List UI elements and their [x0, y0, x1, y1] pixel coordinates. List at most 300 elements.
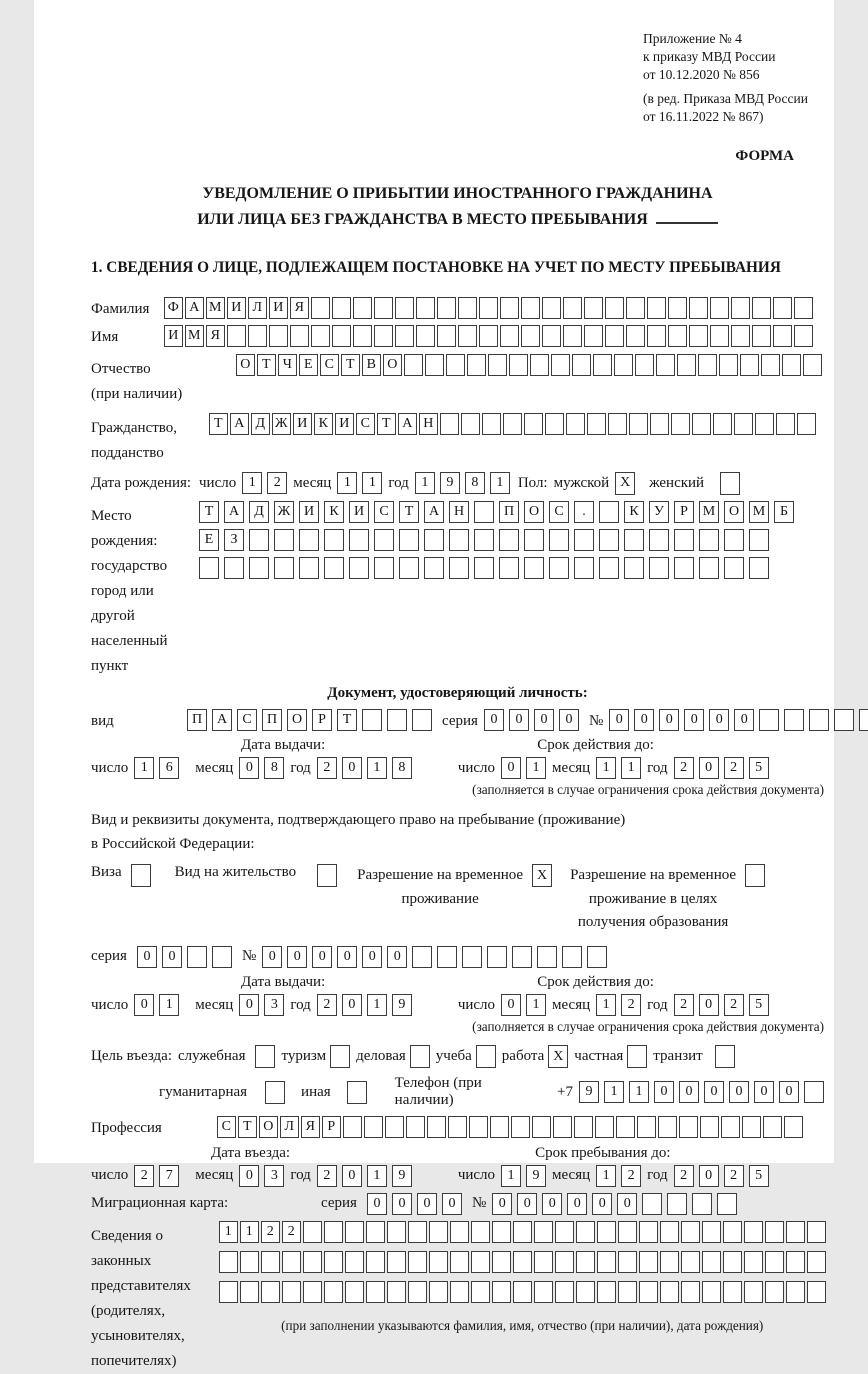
char-cell[interactable]: [773, 297, 792, 319]
char-cell[interactable]: К: [324, 501, 344, 523]
char-cell[interactable]: К: [624, 501, 644, 523]
char-cell[interactable]: [597, 1221, 616, 1243]
char-cell[interactable]: [713, 413, 732, 435]
char-cell[interactable]: [635, 354, 654, 376]
char-cell[interactable]: 1: [526, 994, 546, 1016]
char-cell[interactable]: 0: [239, 757, 259, 779]
char-cell[interactable]: [345, 1251, 364, 1273]
char-cell[interactable]: 9: [392, 994, 412, 1016]
char-cell[interactable]: Л: [248, 297, 267, 319]
char-cell[interactable]: [627, 1045, 647, 1068]
char-cell[interactable]: [723, 1251, 742, 1273]
char-cell[interactable]: 2: [621, 1165, 641, 1187]
char-cell[interactable]: 7: [159, 1165, 179, 1187]
char-cell[interactable]: [462, 946, 482, 968]
char-cell[interactable]: П: [262, 709, 282, 731]
char-cell[interactable]: 8: [465, 472, 485, 494]
char-cell[interactable]: [524, 413, 543, 435]
char-cell[interactable]: [324, 1281, 343, 1303]
char-cell[interactable]: И: [227, 297, 246, 319]
char-cell[interactable]: [311, 325, 330, 347]
char-cell[interactable]: Т: [377, 413, 396, 435]
char-cell[interactable]: 0: [134, 994, 154, 1016]
char-cell[interactable]: 0: [342, 757, 362, 779]
char-cell[interactable]: [330, 1045, 350, 1068]
char-cell[interactable]: [488, 354, 507, 376]
char-cell[interactable]: [479, 325, 498, 347]
char-cell[interactable]: И: [293, 413, 312, 435]
char-cell[interactable]: 9: [526, 1165, 546, 1187]
char-cell[interactable]: [255, 1045, 275, 1068]
char-cell[interactable]: 3: [264, 1165, 284, 1187]
char-cell[interactable]: 6: [159, 757, 179, 779]
char-cell[interactable]: [399, 557, 419, 579]
char-cell[interactable]: [650, 413, 669, 435]
char-cell[interactable]: [563, 297, 582, 319]
char-cell[interactable]: [642, 1193, 662, 1215]
char-cell[interactable]: 0: [679, 1081, 699, 1103]
char-cell[interactable]: [374, 557, 394, 579]
char-cell[interactable]: [343, 1116, 362, 1138]
char-cell[interactable]: [549, 557, 569, 579]
char-cell[interactable]: 1: [159, 994, 179, 1016]
char-cell[interactable]: [450, 1221, 469, 1243]
char-cell[interactable]: 0: [337, 946, 357, 968]
char-cell[interactable]: Ф: [164, 297, 183, 319]
char-cell[interactable]: 0: [699, 757, 719, 779]
char-cell[interactable]: [427, 1116, 446, 1138]
char-cell[interactable]: 9: [392, 1165, 412, 1187]
char-cell[interactable]: 1: [490, 472, 510, 494]
char-cell[interactable]: [542, 297, 561, 319]
char-cell[interactable]: [395, 325, 414, 347]
char-cell[interactable]: [416, 297, 435, 319]
char-cell[interactable]: 2: [261, 1221, 280, 1243]
char-cell[interactable]: [668, 325, 687, 347]
char-cell[interactable]: Т: [257, 354, 276, 376]
char-cell[interactable]: [524, 557, 544, 579]
char-cell[interactable]: [490, 1116, 509, 1138]
char-cell[interactable]: [345, 1221, 364, 1243]
char-cell[interactable]: [807, 1251, 826, 1273]
char-cell[interactable]: 1: [367, 757, 387, 779]
char-cell[interactable]: [759, 709, 779, 731]
char-cell[interactable]: [282, 1251, 301, 1273]
checkbox-purpose-tourism[interactable]: [330, 1045, 350, 1068]
char-cell[interactable]: [408, 1281, 427, 1303]
char-cell[interactable]: [492, 1221, 511, 1243]
checkbox-temp-residence[interactable]: [532, 864, 552, 887]
char-cell[interactable]: 0: [659, 709, 679, 731]
char-cell[interactable]: [797, 413, 816, 435]
char-cell[interactable]: [532, 1116, 551, 1138]
char-cell[interactable]: [429, 1221, 448, 1243]
char-cell[interactable]: 5: [749, 994, 769, 1016]
char-cell[interactable]: Я: [301, 1116, 320, 1138]
char-cell[interactable]: [782, 354, 801, 376]
char-cell[interactable]: [448, 1116, 467, 1138]
char-cell[interactable]: [698, 354, 717, 376]
char-cell[interactable]: [574, 1116, 593, 1138]
char-cell[interactable]: [404, 354, 423, 376]
char-cell[interactable]: [353, 325, 372, 347]
char-cell[interactable]: Б: [774, 501, 794, 523]
char-cell[interactable]: 2: [674, 757, 694, 779]
char-cell[interactable]: [461, 413, 480, 435]
char-cell[interactable]: [269, 325, 288, 347]
char-cell[interactable]: И: [349, 501, 369, 523]
char-cell[interactable]: [574, 529, 594, 551]
char-cell[interactable]: 2: [724, 757, 744, 779]
char-cell[interactable]: [649, 529, 669, 551]
char-cell[interactable]: [408, 1221, 427, 1243]
char-cell[interactable]: 1: [134, 757, 154, 779]
char-cell[interactable]: [332, 325, 351, 347]
char-cell[interactable]: 2: [724, 1165, 744, 1187]
char-cell[interactable]: О: [383, 354, 402, 376]
char-cell[interactable]: [618, 1251, 637, 1273]
char-cell[interactable]: [724, 529, 744, 551]
char-cell[interactable]: 0: [492, 1193, 512, 1215]
char-cell[interactable]: [261, 1251, 280, 1273]
char-cell[interactable]: 2: [317, 994, 337, 1016]
char-cell[interactable]: [303, 1221, 322, 1243]
char-cell[interactable]: [660, 1221, 679, 1243]
char-cell[interactable]: [658, 1116, 677, 1138]
char-cell[interactable]: [249, 529, 269, 551]
char-cell[interactable]: [469, 1116, 488, 1138]
char-cell[interactable]: 0: [501, 757, 521, 779]
char-cell[interactable]: 9: [440, 472, 460, 494]
char-cell[interactable]: 2: [317, 757, 337, 779]
char-cell[interactable]: [773, 325, 792, 347]
char-cell[interactable]: 0: [634, 709, 654, 731]
char-cell[interactable]: 1: [337, 472, 357, 494]
char-cell[interactable]: [689, 297, 708, 319]
char-cell[interactable]: 0: [654, 1081, 674, 1103]
char-cell[interactable]: [765, 1251, 784, 1273]
char-cell[interactable]: [745, 864, 765, 887]
char-cell[interactable]: [299, 557, 319, 579]
char-cell[interactable]: М: [699, 501, 719, 523]
char-cell[interactable]: [587, 946, 607, 968]
char-cell[interactable]: М: [749, 501, 769, 523]
checkbox-purpose-work[interactable]: [548, 1045, 568, 1068]
char-cell[interactable]: [303, 1281, 322, 1303]
char-cell[interactable]: [723, 1281, 742, 1303]
char-cell[interactable]: [702, 1221, 721, 1243]
char-cell[interactable]: [399, 529, 419, 551]
char-cell[interactable]: 0: [592, 1193, 612, 1215]
char-cell[interactable]: А: [230, 413, 249, 435]
char-cell[interactable]: [317, 864, 337, 887]
char-cell[interactable]: 1: [604, 1081, 624, 1103]
char-cell[interactable]: Т: [209, 413, 228, 435]
char-cell[interactable]: [692, 1193, 712, 1215]
char-cell[interactable]: [742, 1116, 761, 1138]
char-cell[interactable]: 0: [509, 709, 529, 731]
char-cell[interactable]: [387, 1221, 406, 1243]
char-cell[interactable]: 0: [367, 1193, 387, 1215]
char-cell[interactable]: 2: [621, 994, 641, 1016]
char-cell[interactable]: [689, 325, 708, 347]
char-cell[interactable]: [224, 557, 244, 579]
char-cell[interactable]: 0: [501, 994, 521, 1016]
char-cell[interactable]: [624, 529, 644, 551]
char-cell[interactable]: [353, 297, 372, 319]
char-cell[interactable]: Е: [199, 529, 219, 551]
char-cell[interactable]: [476, 1045, 496, 1068]
char-cell[interactable]: 0: [239, 1165, 259, 1187]
char-cell[interactable]: [618, 1221, 637, 1243]
char-cell[interactable]: 1: [415, 472, 435, 494]
char-cell[interactable]: [553, 1116, 572, 1138]
char-cell[interactable]: [474, 529, 494, 551]
char-cell[interactable]: О: [524, 501, 544, 523]
char-cell[interactable]: [563, 325, 582, 347]
char-cell[interactable]: [199, 557, 219, 579]
char-cell[interactable]: [639, 1221, 658, 1243]
char-cell[interactable]: Н: [449, 501, 469, 523]
char-cell[interactable]: [521, 297, 540, 319]
char-cell[interactable]: [674, 557, 694, 579]
char-cell[interactable]: С: [320, 354, 339, 376]
char-cell[interactable]: [763, 1116, 782, 1138]
char-cell[interactable]: [410, 1045, 430, 1068]
char-cell[interactable]: [290, 325, 309, 347]
char-cell[interactable]: [566, 413, 585, 435]
char-cell[interactable]: 1: [596, 757, 616, 779]
char-cell[interactable]: 0: [362, 946, 382, 968]
char-cell[interactable]: И: [269, 297, 288, 319]
char-cell[interactable]: [744, 1221, 763, 1243]
char-cell[interactable]: [437, 946, 457, 968]
char-cell[interactable]: [649, 557, 669, 579]
char-cell[interactable]: [131, 864, 151, 887]
char-cell[interactable]: [677, 354, 696, 376]
char-cell[interactable]: [311, 297, 330, 319]
char-cell[interactable]: [834, 709, 854, 731]
char-cell[interactable]: 0: [162, 946, 182, 968]
char-cell[interactable]: [700, 1116, 719, 1138]
char-cell[interactable]: [509, 354, 528, 376]
char-cell[interactable]: [794, 297, 813, 319]
char-cell[interactable]: [299, 529, 319, 551]
char-cell[interactable]: 0: [754, 1081, 774, 1103]
checkbox-purpose-private[interactable]: [627, 1045, 647, 1068]
char-cell[interactable]: [479, 297, 498, 319]
char-cell[interactable]: Я: [290, 297, 309, 319]
char-cell[interactable]: [740, 354, 759, 376]
char-cell[interactable]: [715, 1045, 735, 1068]
char-cell[interactable]: 1: [240, 1221, 259, 1243]
char-cell[interactable]: [474, 501, 494, 523]
char-cell[interactable]: [385, 1116, 404, 1138]
char-cell[interactable]: 2: [674, 994, 694, 1016]
char-cell[interactable]: [599, 557, 619, 579]
char-cell[interactable]: [424, 529, 444, 551]
char-cell[interactable]: 1: [596, 1165, 616, 1187]
char-cell[interactable]: 2: [674, 1165, 694, 1187]
char-cell[interactable]: [492, 1281, 511, 1303]
char-cell[interactable]: [500, 325, 519, 347]
char-cell[interactable]: [681, 1281, 700, 1303]
char-cell[interactable]: 0: [312, 946, 332, 968]
char-cell[interactable]: 8: [264, 757, 284, 779]
char-cell[interactable]: [595, 1116, 614, 1138]
char-cell[interactable]: С: [549, 501, 569, 523]
char-cell[interactable]: X: [615, 472, 635, 495]
char-cell[interactable]: [671, 413, 690, 435]
char-cell[interactable]: [374, 297, 393, 319]
char-cell[interactable]: [699, 557, 719, 579]
char-cell[interactable]: [702, 1281, 721, 1303]
checkbox-visa[interactable]: [131, 864, 151, 887]
checkbox-sex-female[interactable]: [720, 472, 740, 495]
char-cell[interactable]: [412, 709, 432, 731]
char-cell[interactable]: Р: [312, 709, 332, 731]
char-cell[interactable]: [499, 529, 519, 551]
char-cell[interactable]: [324, 557, 344, 579]
char-cell[interactable]: К: [314, 413, 333, 435]
checkbox-temp-residence-education[interactable]: [745, 864, 765, 887]
char-cell[interactable]: Ч: [278, 354, 297, 376]
char-cell[interactable]: 0: [417, 1193, 437, 1215]
char-cell[interactable]: [608, 413, 627, 435]
char-cell[interactable]: 0: [567, 1193, 587, 1215]
checkbox-purpose-study[interactable]: [476, 1045, 496, 1068]
char-cell[interactable]: С: [356, 413, 375, 435]
char-cell[interactable]: 0: [559, 709, 579, 731]
char-cell[interactable]: [765, 1221, 784, 1243]
char-cell[interactable]: [366, 1221, 385, 1243]
char-cell[interactable]: X: [548, 1045, 568, 1068]
char-cell[interactable]: 0: [484, 709, 504, 731]
char-cell[interactable]: Т: [199, 501, 219, 523]
char-cell[interactable]: [429, 1251, 448, 1273]
char-cell[interactable]: [555, 1251, 574, 1273]
char-cell[interactable]: 0: [442, 1193, 462, 1215]
char-cell[interactable]: [584, 325, 603, 347]
char-cell[interactable]: [605, 325, 624, 347]
char-cell[interactable]: [576, 1221, 595, 1243]
char-cell[interactable]: [719, 354, 738, 376]
char-cell[interactable]: [534, 1221, 553, 1243]
char-cell[interactable]: [668, 297, 687, 319]
char-cell[interactable]: [240, 1281, 259, 1303]
char-cell[interactable]: [261, 1281, 280, 1303]
char-cell[interactable]: [332, 297, 351, 319]
char-cell[interactable]: Р: [674, 501, 694, 523]
char-cell[interactable]: [576, 1251, 595, 1273]
char-cell[interactable]: Я: [206, 325, 225, 347]
char-cell[interactable]: Л: [280, 1116, 299, 1138]
char-cell[interactable]: Е: [299, 354, 318, 376]
char-cell[interactable]: 1: [526, 757, 546, 779]
char-cell[interactable]: [458, 325, 477, 347]
char-cell[interactable]: 0: [262, 946, 282, 968]
char-cell[interactable]: [639, 1251, 658, 1273]
char-cell[interactable]: Т: [238, 1116, 257, 1138]
char-cell[interactable]: 2: [317, 1165, 337, 1187]
char-cell[interactable]: И: [299, 501, 319, 523]
char-cell[interactable]: [786, 1281, 805, 1303]
char-cell[interactable]: [374, 325, 393, 347]
char-cell[interactable]: [446, 354, 465, 376]
char-cell[interactable]: [804, 1081, 824, 1103]
char-cell[interactable]: 1: [621, 757, 641, 779]
char-cell[interactable]: [249, 557, 269, 579]
char-cell[interactable]: Д: [251, 413, 270, 435]
char-cell[interactable]: [660, 1281, 679, 1303]
char-cell[interactable]: [513, 1221, 532, 1243]
char-cell[interactable]: [248, 325, 267, 347]
char-cell[interactable]: 2: [282, 1221, 301, 1243]
char-cell[interactable]: 0: [387, 946, 407, 968]
char-cell[interactable]: [626, 325, 645, 347]
char-cell[interactable]: [437, 325, 456, 347]
char-cell[interactable]: [274, 557, 294, 579]
char-cell[interactable]: [562, 946, 582, 968]
char-cell[interactable]: [637, 1116, 656, 1138]
char-cell[interactable]: [731, 325, 750, 347]
char-cell[interactable]: [503, 413, 522, 435]
char-cell[interactable]: [723, 1221, 742, 1243]
char-cell[interactable]: О: [724, 501, 744, 523]
char-cell[interactable]: 0: [342, 1165, 362, 1187]
char-cell[interactable]: [752, 325, 771, 347]
char-cell[interactable]: 0: [709, 709, 729, 731]
char-cell[interactable]: [530, 354, 549, 376]
char-cell[interactable]: 2: [724, 994, 744, 1016]
char-cell[interactable]: [387, 1281, 406, 1303]
char-cell[interactable]: [387, 709, 407, 731]
char-cell[interactable]: И: [164, 325, 183, 347]
char-cell[interactable]: [450, 1281, 469, 1303]
checkbox-purpose-humanitarian[interactable]: [265, 1081, 285, 1104]
char-cell[interactable]: [187, 946, 207, 968]
char-cell[interactable]: [471, 1281, 490, 1303]
char-cell[interactable]: А: [398, 413, 417, 435]
char-cell[interactable]: [471, 1251, 490, 1273]
char-cell[interactable]: [765, 1281, 784, 1303]
char-cell[interactable]: 0: [342, 994, 362, 1016]
char-cell[interactable]: 1: [596, 994, 616, 1016]
char-cell[interactable]: 0: [699, 1165, 719, 1187]
char-cell[interactable]: [324, 1221, 343, 1243]
char-cell[interactable]: [521, 325, 540, 347]
checkbox-residence-permit[interactable]: [317, 864, 337, 887]
char-cell[interactable]: [599, 501, 619, 523]
char-cell[interactable]: [555, 1221, 574, 1243]
char-cell[interactable]: [406, 1116, 425, 1138]
char-cell[interactable]: [345, 1281, 364, 1303]
char-cell[interactable]: [212, 946, 232, 968]
char-cell[interactable]: [803, 354, 822, 376]
char-cell[interactable]: [755, 413, 774, 435]
char-cell[interactable]: 1: [367, 1165, 387, 1187]
char-cell[interactable]: [240, 1251, 259, 1273]
char-cell[interactable]: X: [532, 864, 552, 887]
char-cell[interactable]: [660, 1251, 679, 1273]
char-cell[interactable]: [366, 1251, 385, 1273]
char-cell[interactable]: О: [287, 709, 307, 731]
char-cell[interactable]: [681, 1221, 700, 1243]
char-cell[interactable]: [576, 1281, 595, 1303]
checkbox-purpose-other[interactable]: [347, 1081, 367, 1104]
char-cell[interactable]: [511, 1116, 530, 1138]
char-cell[interactable]: Д: [249, 501, 269, 523]
